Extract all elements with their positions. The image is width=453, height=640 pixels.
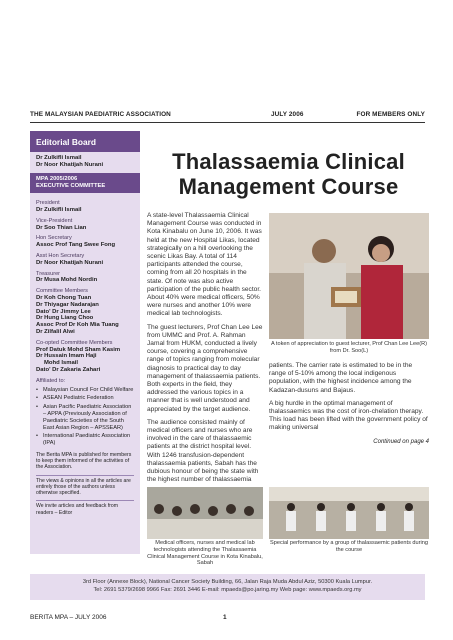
masthead-bar (30, 109, 425, 123)
editorial-sidebar (30, 131, 140, 554)
role-name: Assoc Prof Tang Swee Fong (36, 242, 116, 249)
performance-photo-illustration (269, 487, 429, 539)
coopted-member: Dato' Dr Zakaria Zahari (36, 366, 101, 373)
affiliation-item: • Asian Pacific Paediatric Association – APPA (Previously Association of Paediatric Societies of the South East Asian Region – APSSEAR) (36, 404, 134, 431)
publication-note: The Berita MPA is published for members to keep them informed of the activities of the Association. (36, 451, 132, 471)
audience-photo (147, 487, 263, 539)
article-title-line: Management Course (178, 174, 399, 199)
role-label: President (36, 200, 60, 207)
editors-list (30, 152, 140, 172)
committee-member: Dr Koh Chong Tuan (36, 294, 92, 301)
committee-heading-line: EXECUTIVE COMMITTEE (36, 183, 106, 190)
association-name: THE MALAYSIAN PAEDIATRIC ASSOCIATION (30, 111, 171, 118)
role-label: Asst Hon Secretary (36, 252, 85, 259)
top-blank-area (0, 0, 453, 100)
address-footer (30, 574, 425, 600)
committee-member: Dato' Dr Jimmy Lee (36, 308, 91, 315)
article-paragraph: patients. The carrier rate is estimated to be in the range of 5-10% among the local indigenous population, with the highest incidence among the Kadazan-dusuns and Bajaus. (269, 362, 413, 394)
role-name: Dr Soo Thian Lian (36, 224, 87, 231)
invite-note: We invite articles and feedback from readers – Editor (36, 500, 134, 515)
article-column-1 (147, 212, 263, 490)
award-photo-caption: A token of appreciation to guest lecturer, Prof Chan Lee Lee(R) from Dr. Soo(L) (270, 341, 428, 354)
members-only-label: FOR MEMBERS ONLY (356, 111, 425, 118)
award-photo-illustration (269, 213, 429, 339)
article-paragraph: The guest lecturers, Prof Chan Lee Lee from UMMC and Prof. A. Rahman Jamal from HUKM, conducted a lively course, covering a comprehensive range of topics ranging from molecular diagnosis to practical day to day management of thalassaemia patients. Both experts in the field, they addressed the various topics in a manner that is well understood and appreciated by the target audience. (147, 323, 263, 413)
audience-photo-illustration (147, 487, 263, 539)
disclaimer-note: The views & opinions in all the articles are entirely those of the authors unless otherwise specified. (36, 475, 134, 497)
affiliated-label: Affiliated to: (36, 377, 66, 384)
committee-member: Dr Hung Liang Choo (36, 315, 94, 322)
role-name: Dr Musa Mohd Nordin (36, 277, 98, 284)
coopted-label: Co-opted Committee Members (36, 339, 113, 346)
editorial-board-heading: Editorial Board (30, 131, 140, 152)
editor-name: Dr Noor Khatijah Nurani (36, 162, 104, 169)
article-paragraph: A state-level Thalassaemia Clinical Management Course was conducted in Kota Kinabalu on June 10, 2006. It was held at the new Hospital Likas, located strategically on a hill overlooking the scenic Likas Bay. A total of 114 participants attended the course, coming from all 20 hospitals in the state. Of note was also active participation of the public health sector. About 40% were medical officers, 50% were nurses and another 10% were medical lab technologists. (147, 212, 262, 318)
committee-member: Dr Thiyagar Nadarajan (36, 301, 99, 308)
article-paragraph: A big hurdle in the optimal management of thalassaemics was the cost of iron-chelation therapy. This load has been lifted with the government policy of making universal (269, 399, 428, 432)
committee-members-label: Committee Members (36, 288, 88, 295)
performance-photo (269, 487, 429, 539)
committee-heading (30, 173, 140, 193)
coopted-member: Dr Hussain Imam Haji (36, 353, 97, 360)
page-number: 1 (223, 614, 227, 621)
article-paragraph: The audience consisted mainly of medical officers and nurses who are involved in the care of thalassaemic patients at the district hospital level. With 1246 transfusion-dependent thalassaemia patients, Sabah has the dubious honour of being the state with the highest number of thalassaemia (147, 418, 259, 484)
audience-photo-caption: Medical officers, nurses and medical lab technologists attending the Thalassaemia Clinical Management Course in Kota Kinabalu, Sabah (147, 540, 263, 567)
committee-roles (30, 193, 140, 519)
publication-label: BERITA MPA – JULY 2006 (30, 614, 107, 621)
committee-heading-line: MPA 2005/2006 (36, 176, 78, 183)
article-title (146, 149, 431, 199)
coopted-member: Prof Datuk Mohd Sham Kasim (36, 346, 121, 353)
role-label: Treasurer (36, 270, 61, 277)
award-photo (269, 213, 429, 339)
committee-member: Assoc Prof Dr Koh Mia Tuang (36, 322, 119, 329)
affiliation-item: • International Paediatric Association (IPA) (36, 433, 134, 447)
committee-member: Dr Zilfalil Alwi (36, 328, 75, 335)
issue-date: JULY 2006 (271, 111, 304, 118)
continued-label: Continued on page 4 (373, 438, 429, 445)
affiliation-item: • Malaysian Council For Child Welfare (36, 387, 134, 394)
affiliation-item: • ASEAN Pediatric Federation (36, 395, 134, 402)
footer-contact: Tel: 2691 5379/2698 9966 Fax: 2691 3446 E-mail: mpaeds@po.jaring.my Web page: www.mpaeds.org.my (93, 587, 362, 593)
role-name: Dr Zulkifli Ismail (36, 206, 82, 213)
role-name: Dr Noor Khatijah Nurani (36, 259, 104, 266)
article-column-2 (269, 362, 429, 446)
performance-photo-caption: Special performance by a group of thalassaemic patients during the course (270, 540, 428, 553)
coopted-member: Mohd Ismail (44, 360, 79, 367)
footer-address: 3rd Floor (Annexe Block), National Cancer Society Building, 66, Jalan Raja Muda Abdul Aziz, 50300 Kuala Lumpur. (82, 579, 373, 585)
role-label: Vice-President (36, 217, 73, 224)
article-title-line: Thalassaemia Clinical (172, 149, 405, 174)
editor-name: Dr Zulkifli Ismail (36, 155, 82, 161)
role-label: Hon Secretary (36, 235, 72, 242)
